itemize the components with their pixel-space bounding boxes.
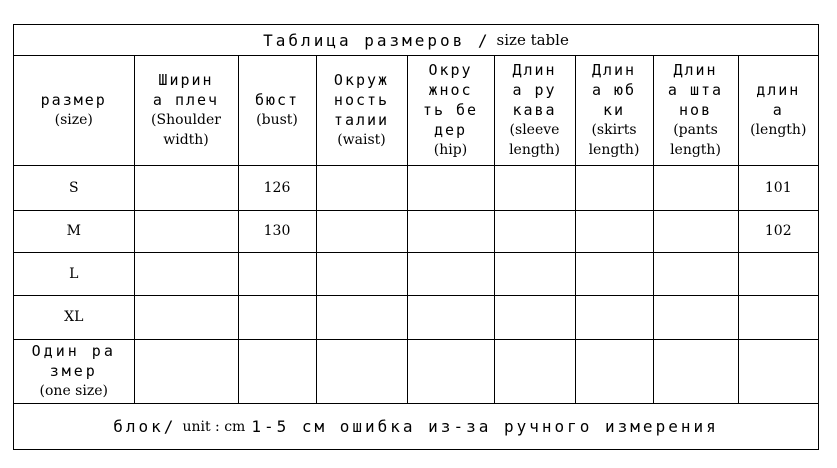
header-row <box>14 56 818 165</box>
cell <box>738 295 818 339</box>
header-size: размер (size) <box>14 56 134 165</box>
cell <box>575 210 653 252</box>
header-sleeve: Длин а ру кава (sleeve length) <box>494 56 575 165</box>
table-title-ru: Таблица размеров / <box>263 30 491 50</box>
size-grid <box>14 56 818 404</box>
cell <box>238 295 316 339</box>
cell <box>316 210 407 252</box>
row-label-xl: XL <box>14 295 134 339</box>
cell: 101 <box>738 165 818 210</box>
cell <box>738 339 818 403</box>
cell <box>653 295 738 339</box>
row-label-l: L <box>14 252 134 295</box>
cell <box>494 165 575 210</box>
cell <box>575 252 653 295</box>
table-row <box>14 295 818 339</box>
row-label-m: M <box>14 210 134 252</box>
cell <box>653 210 738 252</box>
cell <box>653 339 738 403</box>
cell <box>407 339 494 403</box>
header-length: длин а (length) <box>738 56 818 165</box>
cell <box>738 252 818 295</box>
cell <box>134 210 238 252</box>
cell <box>407 252 494 295</box>
cell <box>653 252 738 295</box>
cell <box>134 295 238 339</box>
size-table-container <box>13 24 819 450</box>
header-shoulder: Ширин а плеч (Shoulder width) <box>134 56 238 165</box>
cell <box>575 295 653 339</box>
table-row <box>14 339 818 403</box>
cell: 130 <box>238 210 316 252</box>
cell <box>238 252 316 295</box>
cell <box>494 252 575 295</box>
header-waist: Окруж ность талии (waist) <box>316 56 407 165</box>
cell <box>134 339 238 403</box>
table-title-en: size table <box>496 31 569 49</box>
cell <box>494 339 575 403</box>
cell <box>316 252 407 295</box>
table-row <box>14 165 818 210</box>
header-bust: бюст (bust) <box>238 56 316 165</box>
cell <box>407 295 494 339</box>
cell <box>653 165 738 210</box>
footer-right: 1-5 см ошибка из-за ручного измерения <box>251 417 719 436</box>
cell <box>494 210 575 252</box>
cell <box>494 295 575 339</box>
cell: 126 <box>238 165 316 210</box>
row-label-s: S <box>14 165 134 210</box>
cell: 102 <box>738 210 818 252</box>
table-row <box>14 252 818 295</box>
header-skirt: Длин а юб ки (skirts length) <box>575 56 653 165</box>
cell <box>575 339 653 403</box>
table-row <box>14 210 818 252</box>
cell <box>575 165 653 210</box>
footer-unit: unit : cm <box>182 418 246 435</box>
cell <box>407 165 494 210</box>
header-pants: Длин а шта нов (pants length) <box>653 56 738 165</box>
cell <box>134 252 238 295</box>
footer-note <box>14 403 818 449</box>
cell <box>316 165 407 210</box>
cell <box>316 295 407 339</box>
row-label-one-size: Один ра змер (one size) <box>14 339 134 403</box>
footer-left: блок/ <box>113 417 177 436</box>
cell <box>238 339 316 403</box>
header-hip: Окру жнос ть бе дер (hip) <box>407 56 494 165</box>
table-title <box>14 25 818 56</box>
cell <box>134 165 238 210</box>
cell <box>316 339 407 403</box>
cell <box>407 210 494 252</box>
